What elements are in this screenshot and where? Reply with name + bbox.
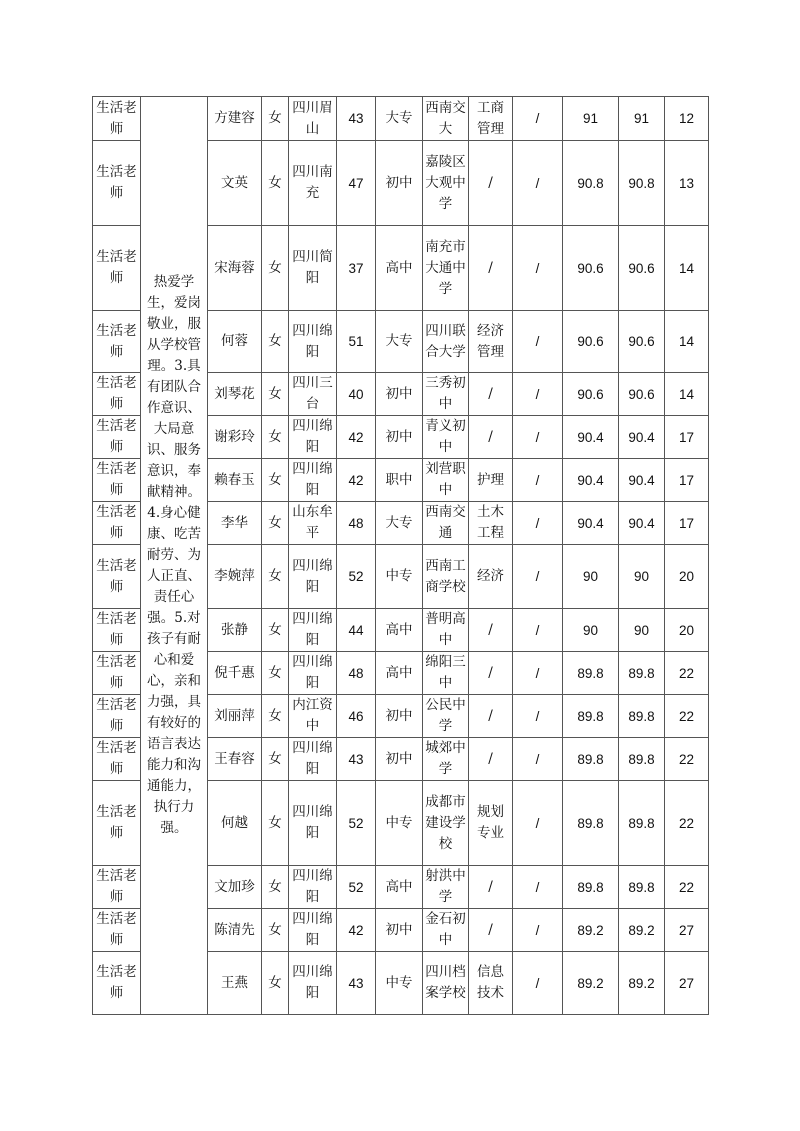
cell-rank: 22 [665, 866, 709, 909]
cell-rank: 17 [665, 502, 709, 545]
cell-school: 三秀初中 [423, 373, 469, 416]
cell-major: / [469, 695, 513, 738]
cell-score2: 90.4 [619, 502, 665, 545]
job-requirements-text: 热爱学生，爱岗敬业，服从学校管理。3.具有团队合作意识、大局意识、服务意识，奉献精神。4.身心健康、吃苦耐劳、为人正直、责任心强。5.对孩子有耐心和爱心，亲和力强，具有较好的语言表达能力和沟通能力，执行力强。 [147, 274, 201, 836]
cell-name: 文英 [208, 141, 262, 226]
cell-origin: 四川绵阳 [289, 909, 337, 952]
cell-major: / [469, 226, 513, 311]
cell-major: / [469, 416, 513, 459]
cell-rank: 14 [665, 311, 709, 373]
cell-education: 中专 [376, 952, 423, 1015]
cell-origin: 四川绵阳 [289, 952, 337, 1015]
cell-age: 48 [337, 502, 376, 545]
cell-score1: 90.4 [563, 416, 619, 459]
cell-position: 生活老师 [93, 97, 141, 141]
candidate-table [92, 96, 709, 1015]
cell-name: 王春容 [208, 738, 262, 781]
cell-rank: 22 [665, 738, 709, 781]
cell-name: 文加珍 [208, 866, 262, 909]
cell-school: 金石初中 [423, 909, 469, 952]
cell-col9: / [513, 502, 563, 545]
cell-gender: 女 [262, 226, 289, 311]
cell-col9: / [513, 781, 563, 866]
cell-age: 52 [337, 866, 376, 909]
cell-education: 初中 [376, 909, 423, 952]
cell-name: 张静 [208, 609, 262, 652]
cell-col9: / [513, 652, 563, 695]
cell-score2: 91 [619, 97, 665, 141]
cell-rank: 22 [665, 781, 709, 866]
cell-education: 职中 [376, 459, 423, 502]
cell-position: 生活老师 [93, 781, 141, 866]
cell-position: 生活老师 [93, 952, 141, 1015]
cell-score2: 90.6 [619, 373, 665, 416]
cell-school: 四川联合大学 [423, 311, 469, 373]
cell-education: 初中 [376, 738, 423, 781]
cell-age: 51 [337, 311, 376, 373]
cell-education: 大专 [376, 502, 423, 545]
cell-position: 生活老师 [93, 909, 141, 952]
cell-school: 刘营职中 [423, 459, 469, 502]
cell-name: 谢彩玲 [208, 416, 262, 459]
cell-position: 生活老师 [93, 226, 141, 311]
cell-rank: 27 [665, 952, 709, 1015]
cell-col9: / [513, 609, 563, 652]
cell-score1: 90.6 [563, 373, 619, 416]
cell-score2: 90.8 [619, 141, 665, 226]
cell-major: 经济 [469, 545, 513, 609]
cell-rank: 12 [665, 97, 709, 141]
cell-major: 工商管理 [469, 97, 513, 141]
cell-position: 生活老师 [93, 738, 141, 781]
cell-score1: 90.8 [563, 141, 619, 226]
cell-position: 生活老师 [93, 416, 141, 459]
cell-age: 37 [337, 226, 376, 311]
cell-gender: 女 [262, 141, 289, 226]
cell-position: 生活老师 [93, 373, 141, 416]
cell-age: 44 [337, 609, 376, 652]
cell-position: 生活老师 [93, 695, 141, 738]
cell-score1: 89.8 [563, 652, 619, 695]
cell-school: 嘉陵区大观中学 [423, 141, 469, 226]
cell-age: 42 [337, 459, 376, 502]
cell-age: 43 [337, 738, 376, 781]
cell-gender: 女 [262, 781, 289, 866]
cell-major: 经济管理 [469, 311, 513, 373]
cell-score2: 90.6 [619, 311, 665, 373]
cell-position: 生活老师 [93, 545, 141, 609]
cell-education: 大专 [376, 97, 423, 141]
cell-school: 西南交大 [423, 97, 469, 141]
cell-name: 何蓉 [208, 311, 262, 373]
cell-school: 青义初中 [423, 416, 469, 459]
cell-major: / [469, 866, 513, 909]
cell-col9: / [513, 909, 563, 952]
cell-gender: 女 [262, 652, 289, 695]
cell-gender: 女 [262, 866, 289, 909]
cell-education: 中专 [376, 545, 423, 609]
cell-origin: 四川绵阳 [289, 459, 337, 502]
cell-school: 西南工商学校 [423, 545, 469, 609]
cell-name: 刘琴花 [208, 373, 262, 416]
cell-gender: 女 [262, 609, 289, 652]
cell-name: 倪千惠 [208, 652, 262, 695]
cell-score1: 89.2 [563, 952, 619, 1015]
cell-age: 48 [337, 652, 376, 695]
cell-gender: 女 [262, 502, 289, 545]
cell-origin: 内江资中 [289, 695, 337, 738]
cell-education: 中专 [376, 781, 423, 866]
cell-age: 46 [337, 695, 376, 738]
cell-position: 生活老师 [93, 141, 141, 226]
cell-origin: 四川绵阳 [289, 652, 337, 695]
table-body [93, 97, 709, 1015]
cell-education: 高中 [376, 226, 423, 311]
cell-school: 射洪中学 [423, 866, 469, 909]
cell-name: 赖春玉 [208, 459, 262, 502]
cell-origin: 四川南充 [289, 141, 337, 226]
cell-education: 初中 [376, 695, 423, 738]
cell-school: 西南交通 [423, 502, 469, 545]
cell-name: 何越 [208, 781, 262, 866]
cell-score2: 89.8 [619, 866, 665, 909]
cell-major: 信息技术 [469, 952, 513, 1015]
cell-position: 生活老师 [93, 652, 141, 695]
cell-score1: 90.4 [563, 502, 619, 545]
cell-origin: 四川绵阳 [289, 416, 337, 459]
cell-score1: 89.8 [563, 695, 619, 738]
cell-gender: 女 [262, 695, 289, 738]
cell-gender: 女 [262, 311, 289, 373]
cell-rank: 14 [665, 373, 709, 416]
cell-gender: 女 [262, 545, 289, 609]
cell-name: 宋海蓉 [208, 226, 262, 311]
cell-name: 方建容 [208, 97, 262, 141]
cell-education: 初中 [376, 373, 423, 416]
cell-name: 刘丽萍 [208, 695, 262, 738]
cell-school: 公民中学 [423, 695, 469, 738]
cell-col9: / [513, 952, 563, 1015]
cell-gender: 女 [262, 738, 289, 781]
cell-gender: 女 [262, 373, 289, 416]
cell-col9: / [513, 226, 563, 311]
cell-rank: 14 [665, 226, 709, 311]
cell-origin: 四川简阳 [289, 226, 337, 311]
cell-rank: 17 [665, 416, 709, 459]
cell-score1: 91 [563, 97, 619, 141]
cell-major: / [469, 373, 513, 416]
cell-school: 绵阳三中 [423, 652, 469, 695]
cell-major: 土木工程 [469, 502, 513, 545]
cell-origin: 四川眉山 [289, 97, 337, 141]
table-row [93, 97, 709, 141]
cell-score2: 89.2 [619, 952, 665, 1015]
cell-position: 生活老师 [93, 866, 141, 909]
cell-col9: / [513, 695, 563, 738]
cell-col9: / [513, 141, 563, 226]
cell-major: / [469, 738, 513, 781]
cell-age: 42 [337, 416, 376, 459]
cell-age: 43 [337, 97, 376, 141]
cell-origin: 四川绵阳 [289, 311, 337, 373]
cell-origin: 四川三台 [289, 373, 337, 416]
cell-name: 陈清先 [208, 909, 262, 952]
cell-age: 42 [337, 909, 376, 952]
cell-age: 40 [337, 373, 376, 416]
cell-rank: 13 [665, 141, 709, 226]
cell-position: 生活老师 [93, 311, 141, 373]
cell-score2: 89.8 [619, 695, 665, 738]
cell-name: 李华 [208, 502, 262, 545]
cell-score1: 90.4 [563, 459, 619, 502]
cell-school: 南充市大通中学 [423, 226, 469, 311]
cell-position: 生活老师 [93, 459, 141, 502]
cell-major: / [469, 609, 513, 652]
cell-score1: 89.2 [563, 909, 619, 952]
cell-col9: / [513, 545, 563, 609]
cell-score2: 90.4 [619, 459, 665, 502]
cell-rank: 17 [665, 459, 709, 502]
cell-education: 大专 [376, 311, 423, 373]
cell-gender: 女 [262, 416, 289, 459]
cell-score1: 89.8 [563, 781, 619, 866]
cell-rank: 27 [665, 909, 709, 952]
cell-major: 规划专业 [469, 781, 513, 866]
cell-rank: 20 [665, 545, 709, 609]
cell-score2: 89.8 [619, 738, 665, 781]
cell-school: 四川档案学校 [423, 952, 469, 1015]
cell-position: 生活老师 [93, 609, 141, 652]
cell-origin: 四川绵阳 [289, 609, 337, 652]
cell-col9: / [513, 459, 563, 502]
cell-rank: 20 [665, 609, 709, 652]
cell-score2: 90.4 [619, 416, 665, 459]
cell-age: 47 [337, 141, 376, 226]
cell-major: 护理 [469, 459, 513, 502]
cell-gender: 女 [262, 459, 289, 502]
cell-col9: / [513, 97, 563, 141]
cell-education: 高中 [376, 866, 423, 909]
cell-score1: 89.8 [563, 866, 619, 909]
cell-major: / [469, 909, 513, 952]
cell-score1: 90 [563, 545, 619, 609]
cell-score1: 90 [563, 609, 619, 652]
cell-education: 初中 [376, 141, 423, 226]
cell-gender: 女 [262, 952, 289, 1015]
cell-col9: / [513, 416, 563, 459]
cell-gender: 女 [262, 909, 289, 952]
cell-rank: 22 [665, 652, 709, 695]
cell-origin: 四川绵阳 [289, 781, 337, 866]
cell-score1: 89.8 [563, 738, 619, 781]
cell-position: 生活老师 [93, 502, 141, 545]
cell-origin: 四川绵阳 [289, 866, 337, 909]
cell-score2: 89.8 [619, 781, 665, 866]
cell-origin: 四川绵阳 [289, 738, 337, 781]
cell-score2: 90 [619, 545, 665, 609]
job-requirements-cell [141, 97, 208, 1015]
cell-name: 李婉萍 [208, 545, 262, 609]
cell-score2: 90 [619, 609, 665, 652]
cell-education: 初中 [376, 416, 423, 459]
cell-age: 52 [337, 545, 376, 609]
cell-school: 城郊中学 [423, 738, 469, 781]
cell-score1: 90.6 [563, 311, 619, 373]
cell-age: 52 [337, 781, 376, 866]
cell-score2: 90.6 [619, 226, 665, 311]
cell-rank: 22 [665, 695, 709, 738]
cell-gender: 女 [262, 97, 289, 141]
cell-score2: 89.8 [619, 652, 665, 695]
cell-score2: 89.2 [619, 909, 665, 952]
cell-major: / [469, 141, 513, 226]
cell-major: / [469, 652, 513, 695]
cell-col9: / [513, 373, 563, 416]
cell-school: 普明高中 [423, 609, 469, 652]
cell-education: 高中 [376, 609, 423, 652]
cell-score1: 90.6 [563, 226, 619, 311]
cell-age: 43 [337, 952, 376, 1015]
cell-school: 成都市建设学校 [423, 781, 469, 866]
cell-col9: / [513, 738, 563, 781]
cell-origin: 四川绵阳 [289, 545, 337, 609]
cell-education: 高中 [376, 652, 423, 695]
cell-col9: / [513, 866, 563, 909]
cell-name: 王燕 [208, 952, 262, 1015]
cell-col9: / [513, 311, 563, 373]
cell-origin: 山东牟平 [289, 502, 337, 545]
